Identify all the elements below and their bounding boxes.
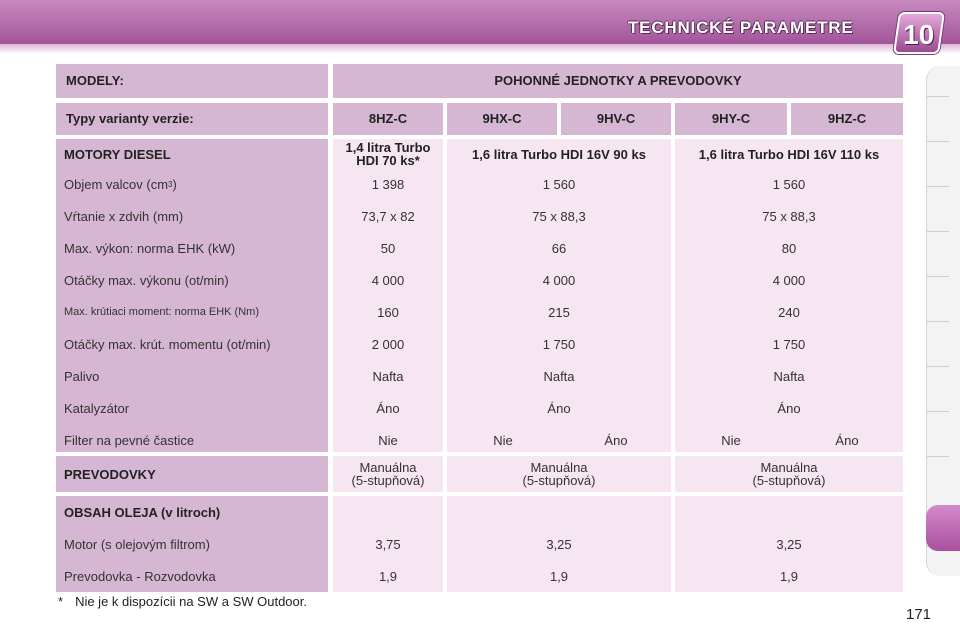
prevodovka-value-1 (333, 460, 443, 488)
tab-divider (927, 96, 949, 97)
table-cell: 215 (548, 304, 570, 320)
table-cell: Nie (493, 432, 513, 448)
row-label-objem (64, 174, 177, 194)
variant-9hv: 9HV-C (561, 103, 671, 135)
prevodovka-line1: Manuálna (530, 460, 588, 475)
table-cell: 2 000 (371, 336, 405, 352)
table-cell: 50 (380, 240, 396, 256)
page-title: TECHNICKÉ PARAMETRE (628, 18, 854, 37)
table-cell: Nie (378, 432, 398, 448)
table-cell: 1,9 (549, 568, 569, 584)
prevodovka-value-3 (675, 460, 903, 488)
row-label-motor-olej: Motor (s olejovým filtrom) (64, 536, 210, 552)
modely-header: MODELY: (56, 64, 328, 98)
table-cell: 160 (377, 304, 399, 320)
active-chapter-tab[interactable] (926, 505, 960, 551)
tab-divider (927, 366, 949, 367)
table-cell: 66 (551, 240, 567, 256)
table-cell: 1 750 (542, 336, 576, 352)
row-label-vrtanie: Vŕtanie x zdvih (mm) (64, 208, 184, 224)
table-cell: 3,25 (546, 536, 572, 552)
tab-divider (927, 231, 949, 232)
engine-1-line2: HDI 70 ks* (356, 153, 420, 168)
table-cell: Áno (604, 432, 628, 448)
row-label-prevodovka-olej: Prevodovka - Rozvodovka (64, 568, 216, 584)
table-cell: Nafta (543, 368, 575, 384)
table-cell: 1,9 (779, 568, 799, 584)
variant-9hy: 9HY-C (675, 103, 787, 135)
table-cell: 4 000 (772, 272, 806, 288)
tab-divider (927, 321, 949, 322)
table-cell: Nafta (372, 368, 404, 384)
variant-8hz: 8HZ-C (333, 103, 443, 135)
table-cell: 1 398 (371, 176, 405, 192)
table-cell: 80 (781, 240, 797, 256)
engine-3-name: 1,6 litra Turbo HDI 16V 110 ks (698, 146, 880, 162)
table-cell: 75 x 88,3 (532, 208, 586, 224)
engine-1-name (333, 140, 443, 168)
table-cell: 4 000 (371, 272, 405, 288)
prevodovka-line2: (5-stupňová) (522, 473, 596, 488)
footnote (58, 594, 307, 609)
table-cell: Áno (376, 400, 400, 416)
table-cell: 3,25 (776, 536, 802, 552)
objem-sup: 3 (168, 179, 173, 189)
table-cell: 75 x 88,3 (762, 208, 816, 224)
objem-end: ) (172, 176, 177, 192)
row-label-palivo: Palivo (64, 368, 100, 384)
row-label-otacky-momentu: Otáčky max. krút. momentu (ot/min) (64, 336, 271, 352)
prevodovka-value-2 (447, 460, 671, 488)
olej-label: OBSAH OLEJA (v litroch) (64, 504, 221, 520)
prevodovka-line1: Manuálna (359, 460, 417, 475)
motory-diesel-label: MOTORY DIESEL (64, 146, 171, 162)
table-cell: 1 560 (772, 176, 806, 192)
typy-header: Typy varianty verzie: (56, 103, 328, 135)
table-cell: 3,75 (375, 536, 401, 552)
pohonne-header: POHONNÉ JEDNOTKY A PREVODOVKY (333, 64, 903, 98)
table-cell: Áno (547, 400, 571, 416)
table-cell: Nie (721, 432, 741, 448)
footnote-text: Nie je k dispozícii na SW a SW Outdoor. (75, 594, 307, 609)
table-cell: Nafta (773, 368, 805, 384)
footnote-star: * (58, 594, 64, 609)
chapter-number: 10 (903, 19, 935, 50)
chapter-tabs (926, 66, 960, 576)
variant-9hx: 9HX-C (447, 103, 557, 135)
chapter-badge (893, 12, 945, 54)
header-band-fade (0, 44, 960, 54)
row-label-moment: Max. krútiaci moment: norma EHK (Nm) (64, 306, 259, 318)
table-cell: Áno (835, 432, 859, 448)
variant-9hz: 9HZ-C (791, 103, 903, 135)
table-cell: 1 560 (542, 176, 576, 192)
objem-text: Objem valcov (cm (64, 176, 169, 192)
prevodovka-line2: (5-stupňová) (752, 473, 826, 488)
tab-divider (927, 276, 949, 277)
engine-1-line1: 1,4 litra Turbo (345, 140, 431, 155)
table-cell: 1,9 (378, 568, 398, 584)
table-cell: 240 (778, 304, 800, 320)
tab-divider (927, 456, 949, 457)
row-label-vykon: Max. výkon: norma EHK (kW) (64, 240, 236, 256)
table-cell: Áno (777, 400, 801, 416)
tab-divider (927, 411, 949, 412)
row-label-katalyzator: Katalyzátor (64, 400, 130, 416)
prevodovky-label: PREVODOVKY (64, 466, 156, 482)
table-cell: 73,7 x 82 (361, 208, 415, 224)
prevodovka-line1: Manuálna (760, 460, 818, 475)
tab-divider (927, 141, 949, 142)
table-cell: 1 750 (772, 336, 806, 352)
engine-2-name: 1,6 litra Turbo HDI 16V 90 ks (472, 146, 646, 162)
prevodovka-line2: (5-stupňová) (351, 473, 425, 488)
table-cell: 4 000 (542, 272, 576, 288)
row-label-otacky-vykonu: Otáčky max. výkonu (ot/min) (64, 272, 229, 288)
page-number: 171 (906, 606, 932, 623)
row-label-filter: Filter na pevné častice (64, 432, 195, 448)
tab-divider (927, 186, 949, 187)
